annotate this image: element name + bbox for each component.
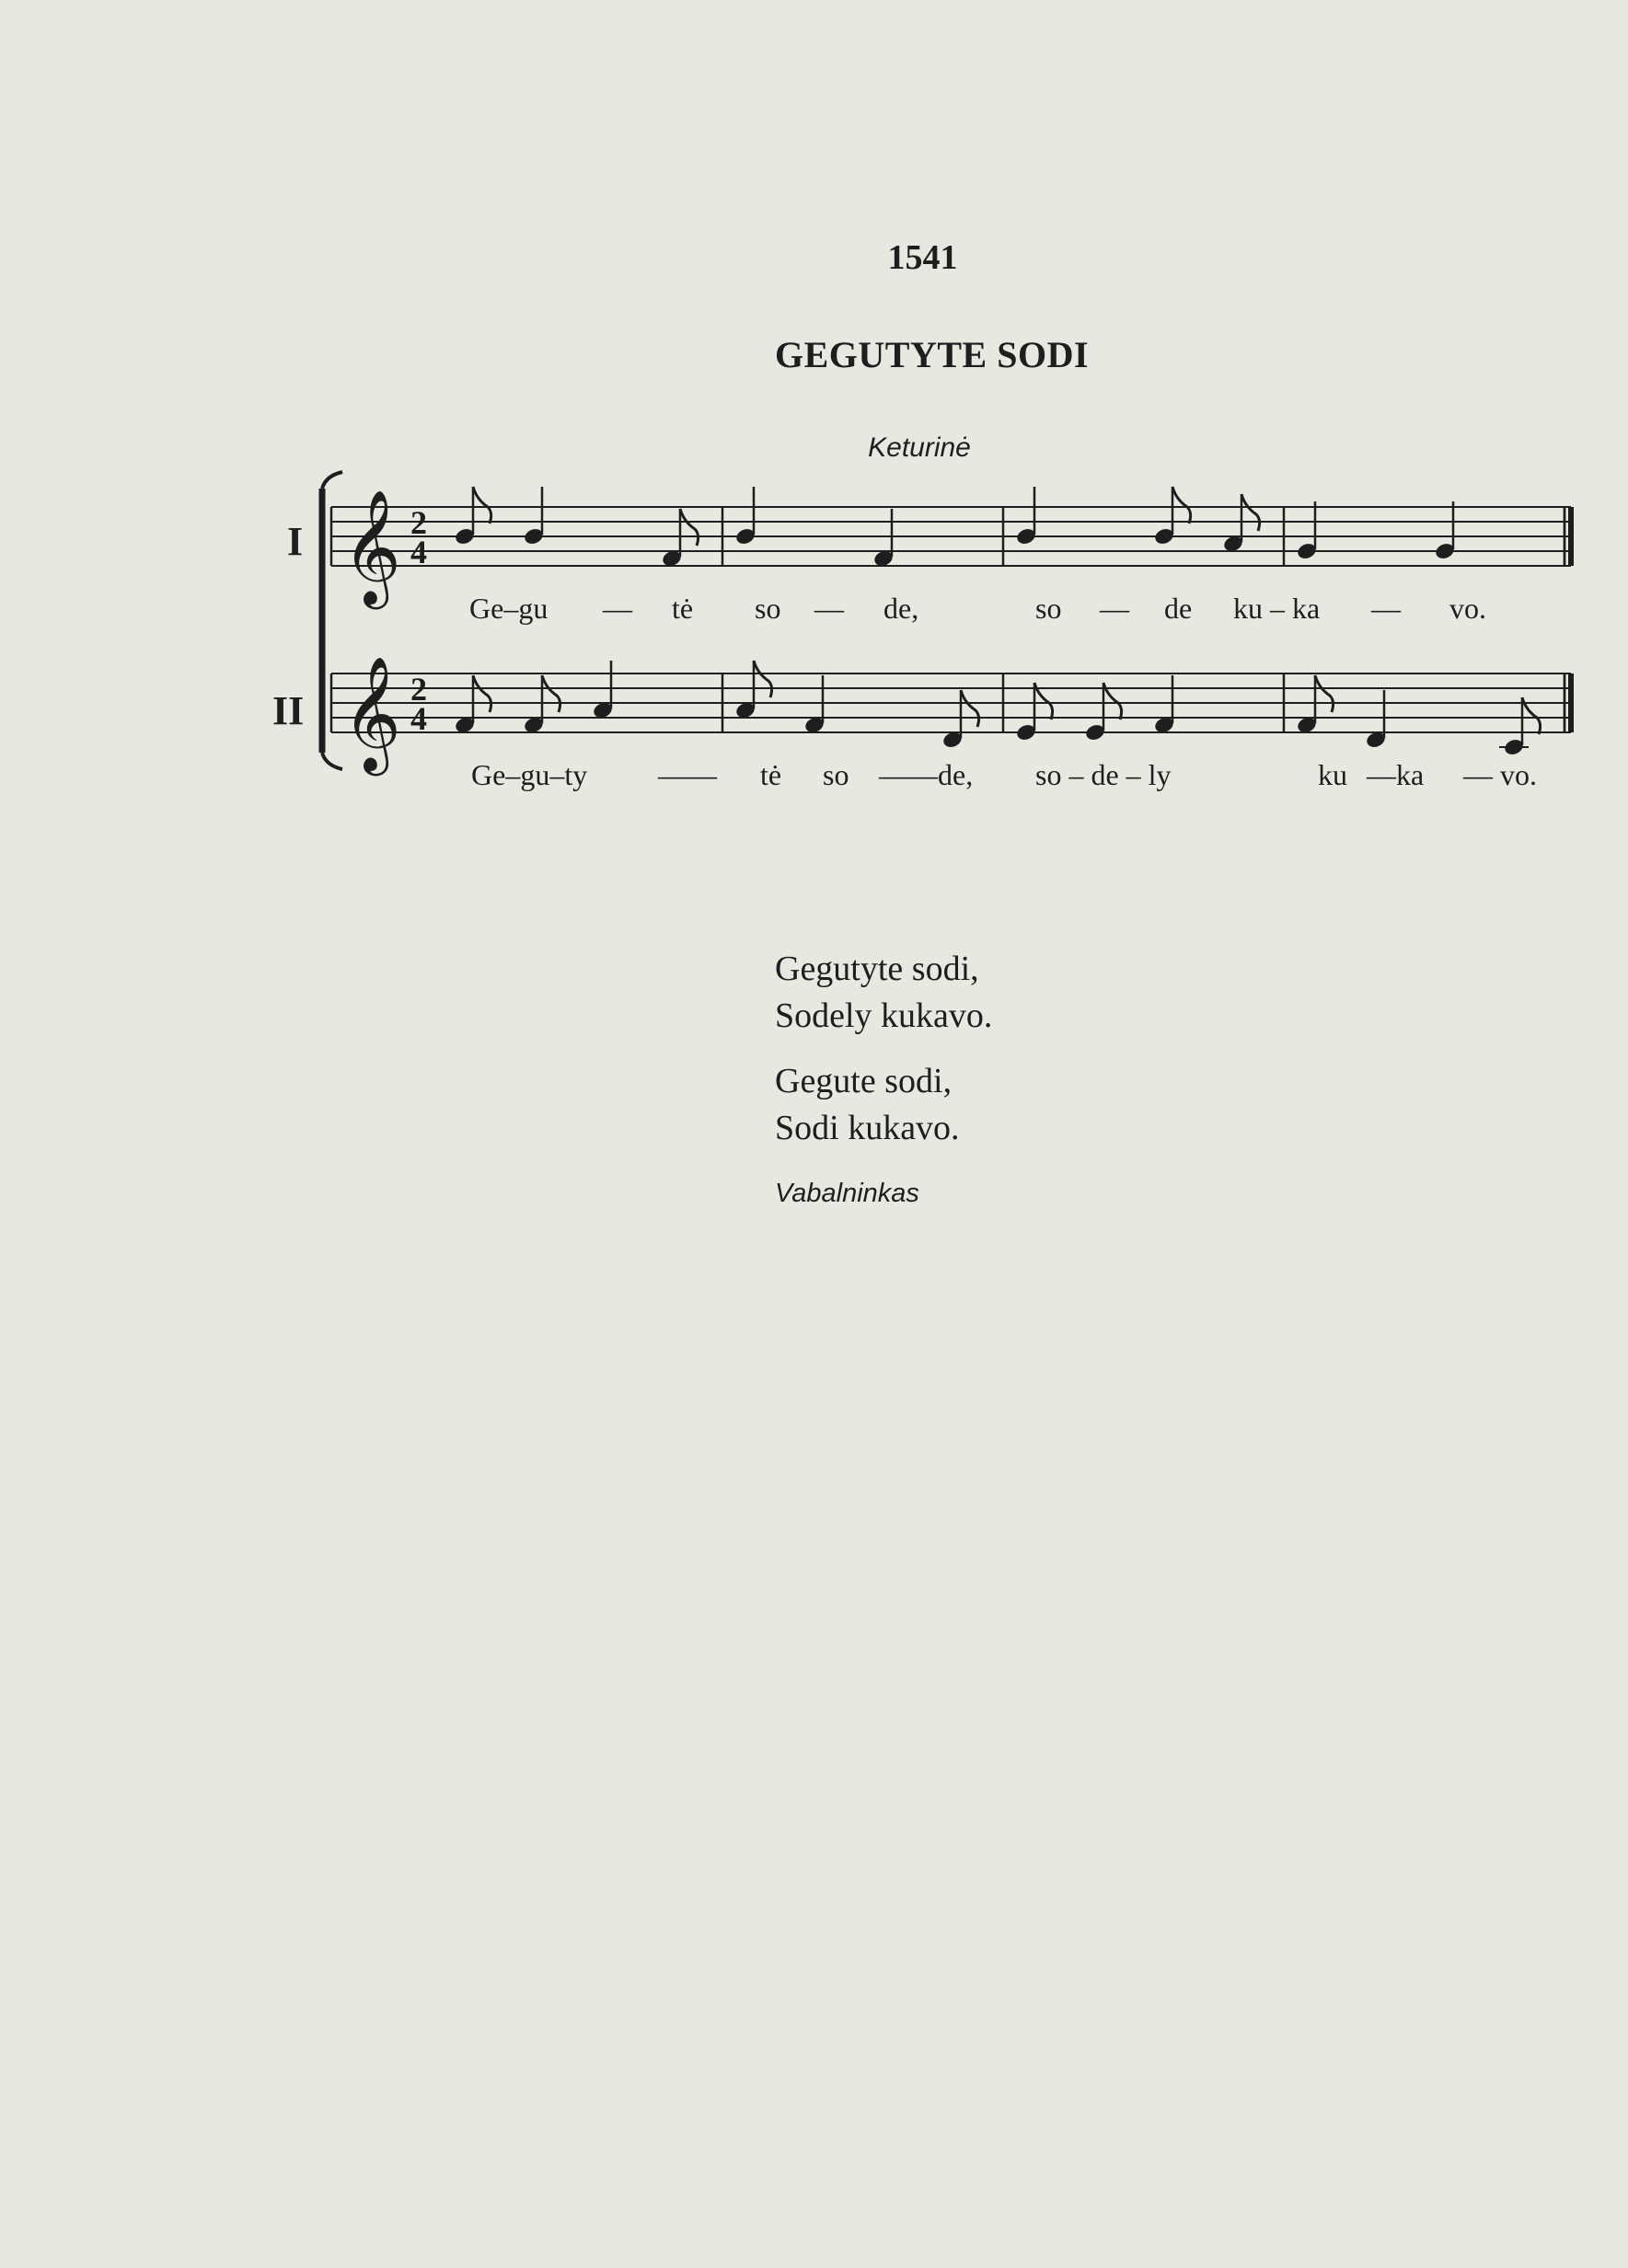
note-flag [473,675,491,712]
note-flag [1315,675,1334,712]
lyric-syllable: tė [760,758,782,791]
bracket-hook-top [322,472,342,489]
time-signature-bottom: 4 [410,534,427,570]
lyric-syllable: — vo. [1463,758,1537,791]
lyric-syllable: Ge–gu–ty [471,758,588,791]
lyric-syllable: ——de, [879,758,974,791]
place-of-origin: Vabalninkas [775,1179,919,1208]
lyric-syllable: ku [1318,758,1347,791]
voice-label-1: I [287,519,304,564]
lyric-syllable: tė [672,592,694,625]
verse-line: Sodi kukavo. [775,1109,960,1147]
stanza-1 [775,946,992,1040]
note-flag [754,661,772,697]
verse-line: Sodely kukavo. [775,996,993,1035]
time-signature-bottom: 4 [410,700,427,737]
lyric-syllable: so – de – ly [1035,758,1172,791]
lyric-syllable: so [755,592,781,625]
lyric-syllable: ku – ka [1233,592,1321,625]
note-flag [1241,494,1260,531]
tempo-marking: Keturinė [868,432,971,463]
song-title: GEGUTYTE SODI [774,334,1090,375]
lyric-syllable: de [1164,592,1193,625]
lyric-syllable: so [1035,592,1062,625]
treble-clef-icon: 𝄞 [342,489,401,604]
verse-line: Gegute sodi, [775,1062,953,1100]
lyric-syllable: de, [883,592,919,625]
page-number: 1541 [887,238,958,277]
stanza-2 [775,1058,992,1152]
note-flag [680,509,699,546]
voice-label-2: II [272,688,305,733]
verse-line: Gegutyte sodi, [775,950,979,988]
time-signature-top: 2 [410,671,427,708]
lyric-syllable: — [1100,592,1129,625]
lyric-syllable: — [814,592,844,625]
time-signature-top: 2 [410,504,427,541]
lyric-syllable: — [1371,592,1401,625]
lyric-syllable: —— [658,758,717,791]
note-flag [473,487,491,524]
lyric-syllable: —ka [1367,758,1425,791]
lyric-syllable: — [603,592,632,625]
treble-clef-icon: 𝄞 [342,656,401,771]
bracket-hook-bottom [322,753,342,769]
lyric-syllable: so [823,758,849,791]
lyric-syllable: vo. [1449,592,1486,625]
note-flag [542,675,560,712]
verses [775,946,992,1217]
note-flag [961,690,979,727]
note-flag [1172,487,1191,524]
staff-system [322,472,1571,791]
lyric-syllable: Ge–gu [469,592,548,625]
